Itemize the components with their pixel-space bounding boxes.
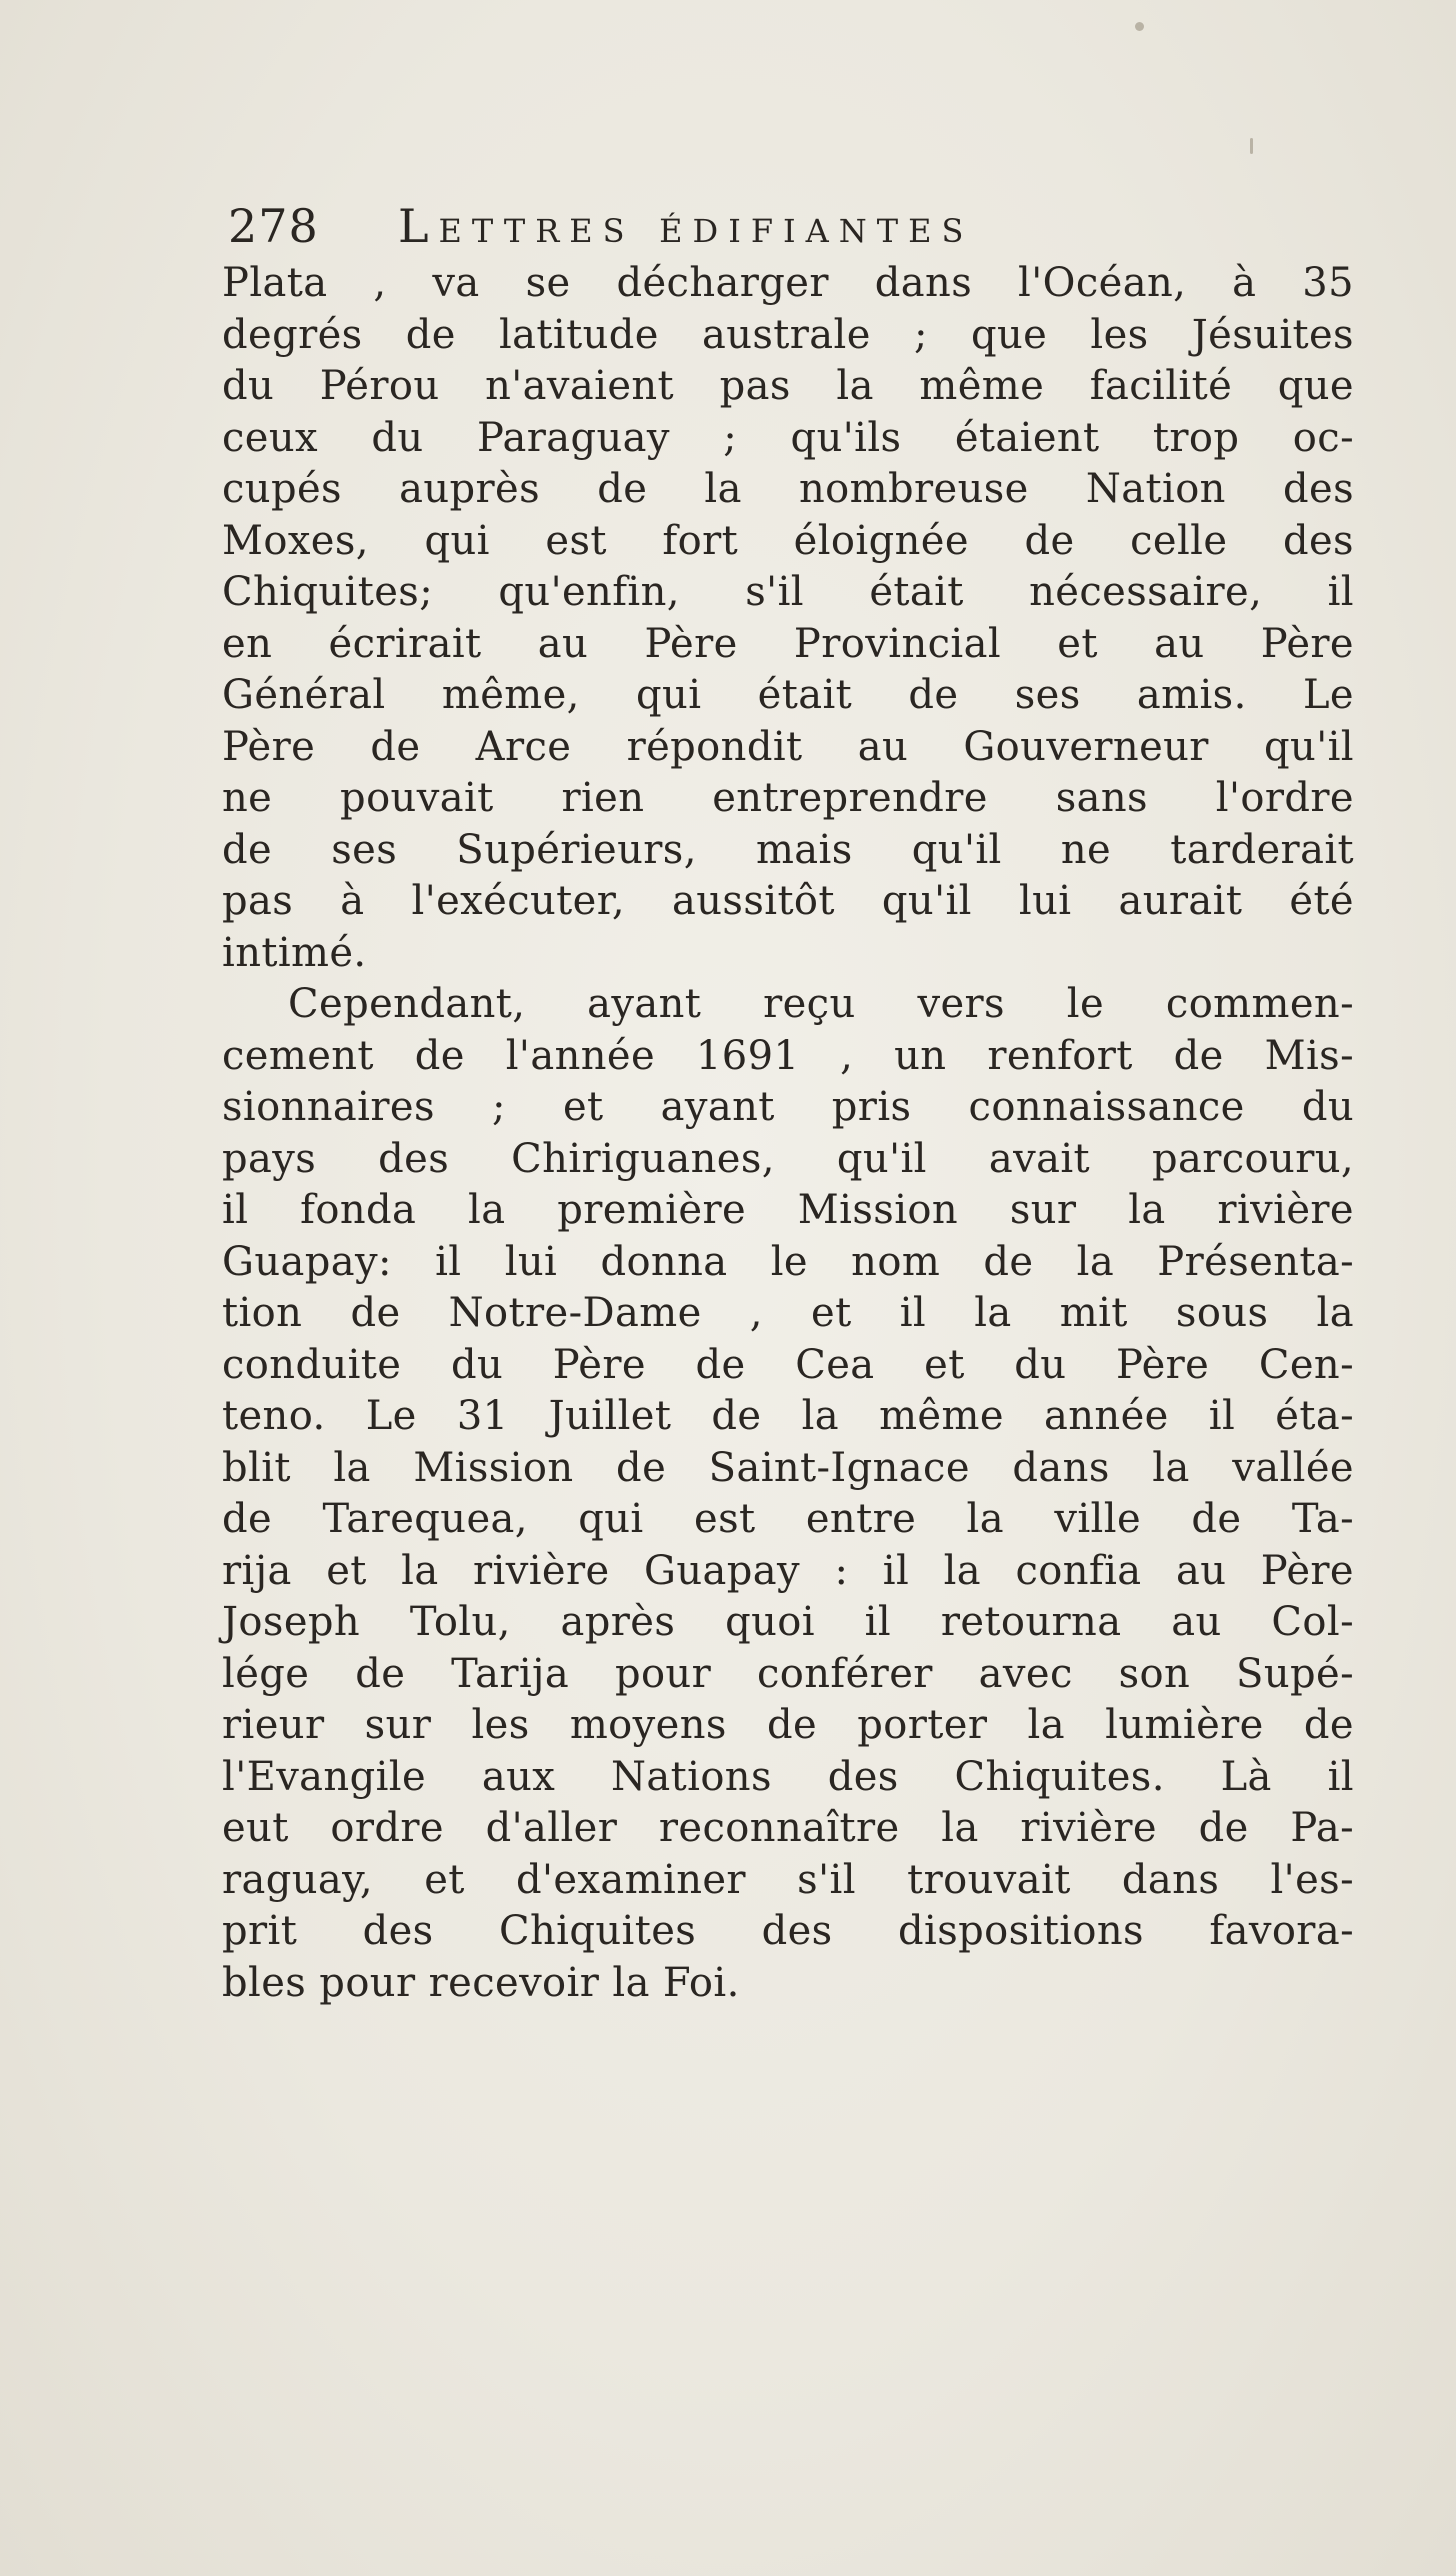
running-title: Lettres édifiantes	[398, 199, 974, 253]
text-line: intimé.	[222, 929, 367, 976]
text-line: eut ordre d'aller reconnaître la rivière de Pa-	[222, 1805, 1354, 1851]
text-line: conduite du Père de Cea et du Père Cen-	[222, 1341, 1354, 1388]
text-line: blit la Mission de Saint-Ignace dans la vallée	[222, 1444, 1354, 1491]
text-line: sionnaires ; et ayant pris connaissance du	[222, 1084, 1354, 1130]
text-line: cement de l'année 1691 , un renfort de Mis-	[222, 1032, 1354, 1079]
text-line: tion de Notre-Dame , et il la mit sous la	[222, 1290, 1354, 1336]
text-line: ne pouvait rien entreprendre sans l'ordre	[222, 775, 1354, 821]
text-line: ceux du Paraguay ; qu'ils étaient trop oc-	[222, 414, 1354, 461]
text-line: Général même, qui était de ses amis. Le	[222, 672, 1354, 718]
text-line: degrés de latitude australe ; que les Jésuites	[222, 311, 1354, 358]
text-line: raguay, et d'examiner s'il trouvait dans l'es-	[222, 1856, 1354, 1903]
text-line: Cependant, ayant reçu vers le commen-	[288, 981, 1354, 1027]
text-line: pays des Chiriguanes, qu'il avait parcouru,	[222, 1135, 1354, 1182]
text-line: de ses Supérieurs, mais qu'il ne tarderait	[222, 826, 1354, 873]
text-line: en écrirait au Père Provincial et au Père	[222, 620, 1354, 667]
running-header	[228, 196, 1278, 256]
text-line: Joseph Tolu, après quoi il retourna au Col-	[222, 1599, 1354, 1645]
paper-speck	[1135, 22, 1144, 31]
text-line: lége de Tarija pour conférer avec son Supé-	[222, 1650, 1354, 1697]
body-text	[222, 258, 1354, 2009]
text-line: cupés auprès de la nombreuse Nation des	[222, 466, 1354, 512]
text-line: bles pour recevoir la Foi.	[222, 1959, 740, 2006]
text-line: de Tarequea, qui est entre la ville de Ta-	[222, 1496, 1354, 1542]
text-line: pas à l'exécuter, aussitôt qu'il lui aurait été	[222, 878, 1354, 924]
text-line: Père de Arce répondit au Gouverneur qu'il	[222, 723, 1354, 770]
text-line: Moxes, qui est fort éloignée de celle des	[222, 517, 1354, 564]
page-number: 278	[228, 199, 319, 253]
text-line: du Pérou n'avaient pas la même facilité que	[222, 363, 1354, 409]
text-line: l'Evangile aux Nations des Chiquites. Là il	[222, 1753, 1354, 1800]
text-line: rija et la rivière Guapay : il la confia au Père	[222, 1547, 1354, 1594]
text-line: Chiquites; qu'enfin, s'il était nécessaire, il	[222, 569, 1354, 615]
text-line: Plata , va se décharger dans l'Océan, à 35	[222, 260, 1354, 306]
paper-speck	[1250, 138, 1253, 154]
text-line: prit des Chiquites des dispositions favora-	[222, 1908, 1354, 1954]
text-line: rieur sur les moyens de porter la lumière de	[222, 1702, 1354, 1748]
text-line: il fonda la première Mission sur la rivière	[222, 1187, 1354, 1233]
text-line: teno. Le 31 Juillet de la même année il éta-	[222, 1393, 1354, 1439]
text-line: Guapay: il lui donna le nom de la Présenta-	[222, 1238, 1354, 1285]
